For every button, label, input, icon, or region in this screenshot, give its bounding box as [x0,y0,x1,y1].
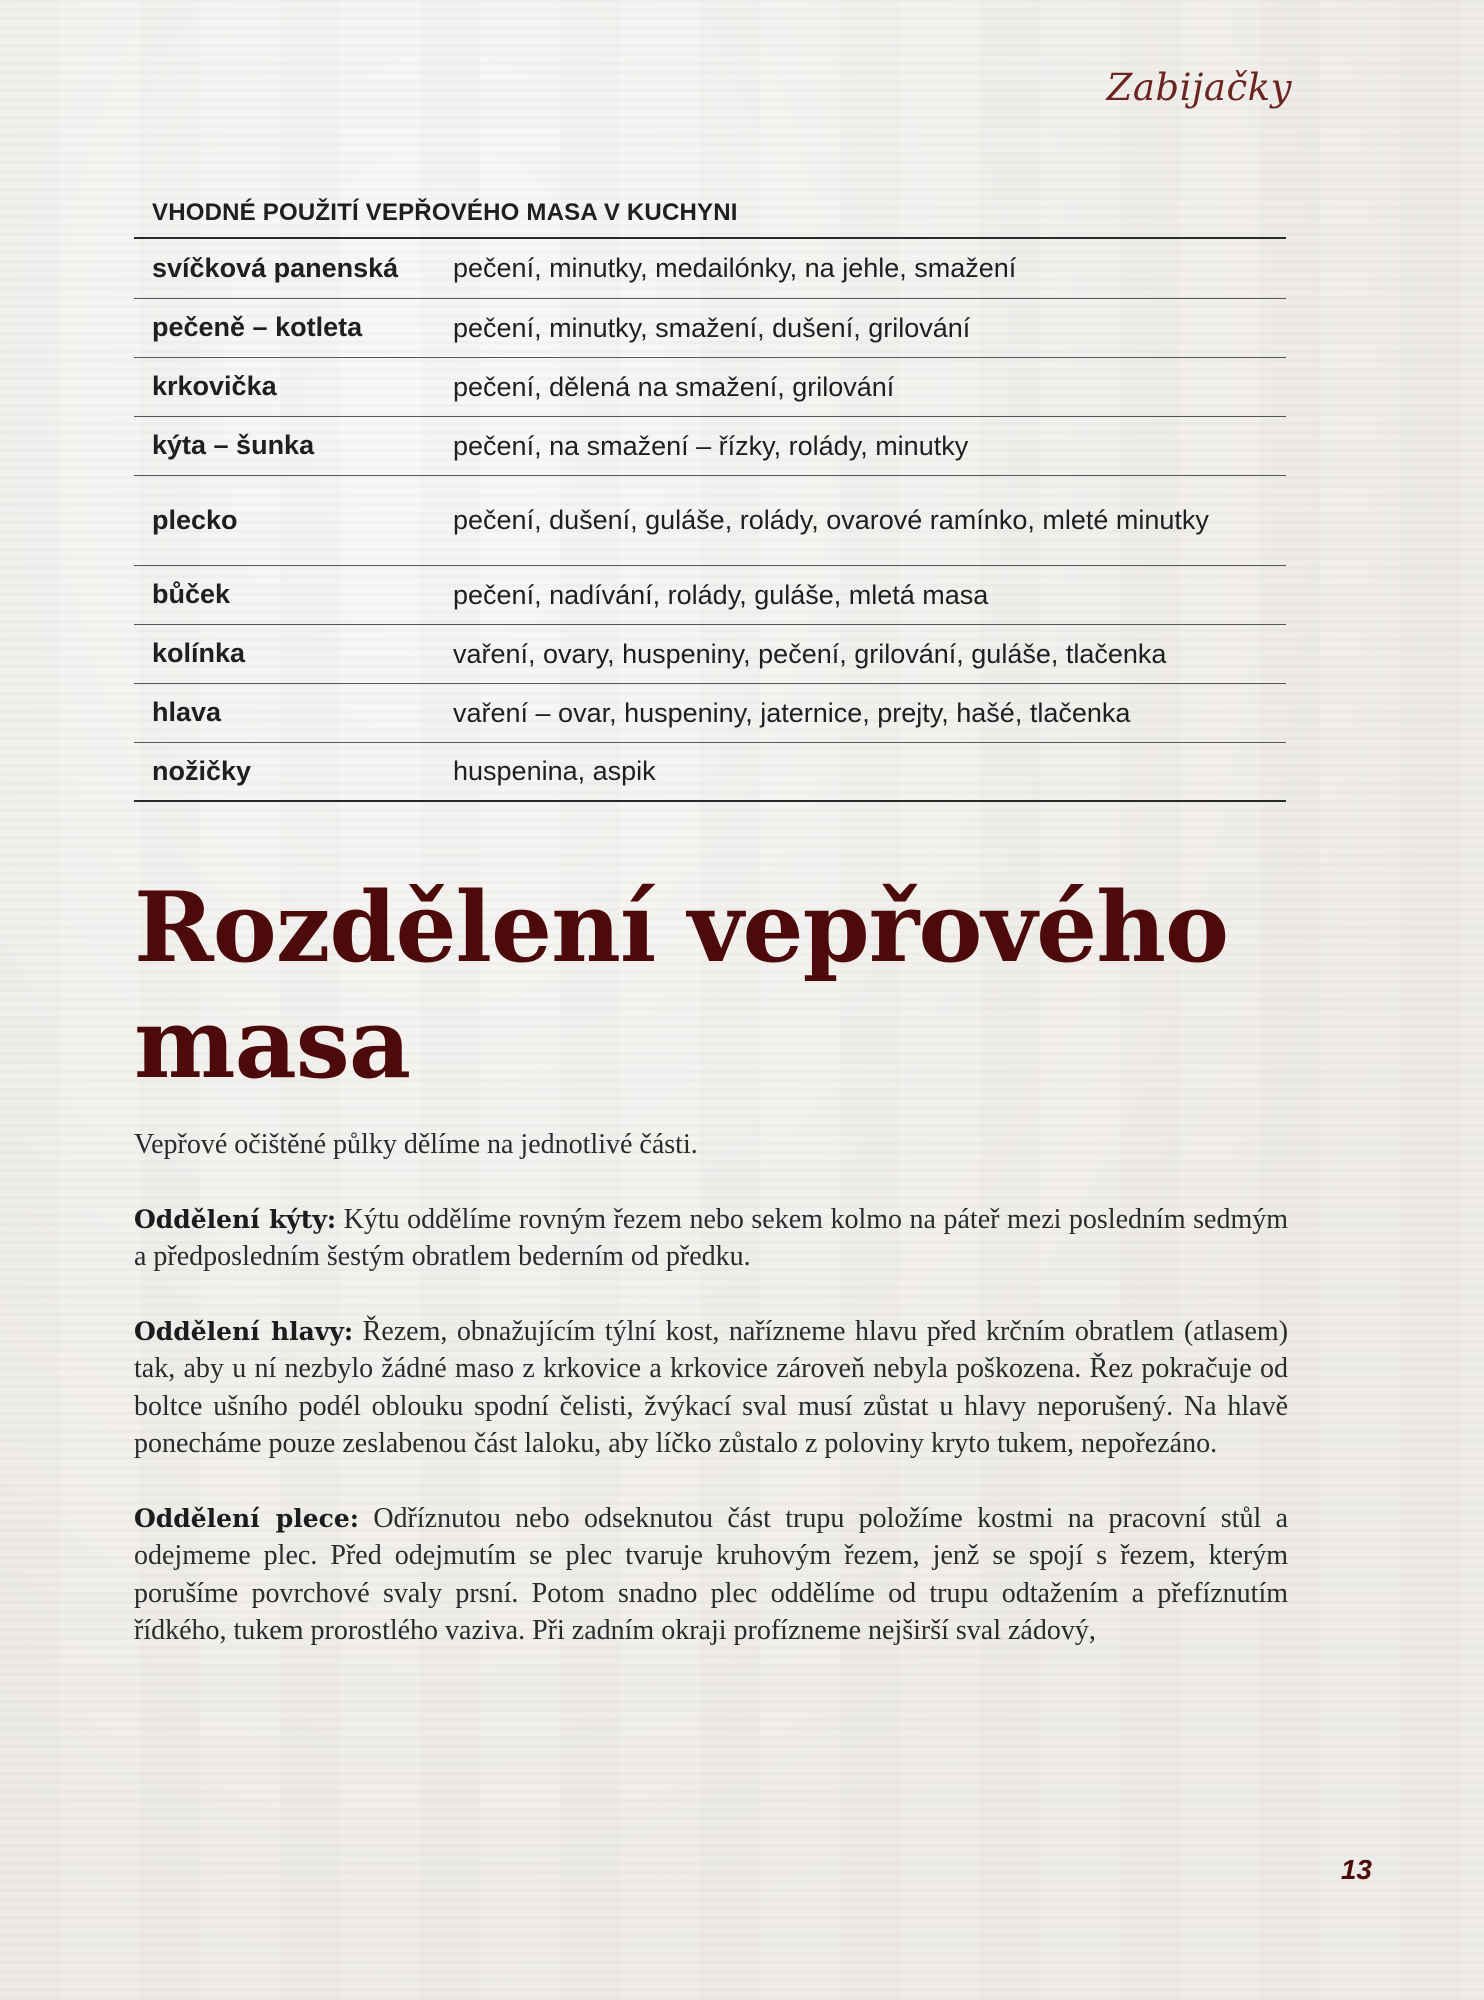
paragraph-lead: Oddělení plece: [134,1503,359,1533]
cut-usage: pečení, dělená na smažení, grilování [453,357,1286,416]
paragraph-text: Kýtu oddělíme rovným řezem nebo sekem kolmo na páteř mezi posledním sedmým a předposledním šestým obratlem bederním od předku. [134,1203,1289,1272]
cut-usage: pečení, dušení, guláše, rolády, ovarové ramínko, mleté minutky [453,475,1286,565]
table-title: VHODNÉ POUŽITÍ VEPŘOVÉHO MASA V KUCHYNI [134,190,1286,239]
cut-name: pečeně – kotleta [134,298,453,357]
paragraph-text: Odříznutou nebo odseknutou část trupu položíme kostmi na pracovní stůl a odejmeme plec. Před odejmutím se plec tvaruje kruhovým řezem, jenž se spojí s řezem, kterým porušíme povrchové svaly prsní. Potom snadno plec oddělíme od trupu odtažením a přefíznutím řídkého, tukem prorostlého vaziva. Při zadním okraji profízneme nejširší sval zádový, [134,1502,1288,1646]
table-row [134,624,1286,683]
cut-name: kolínka [134,624,453,683]
cut-usage: pečení, nadívání, rolády, guláše, mletá masa [453,565,1286,624]
table-row [134,298,1286,357]
table-row [134,683,1286,742]
cut-usage: pečení, minutky, medailónky, na jehle, smažení [453,239,1286,298]
cut-name: kýta – šunka [134,416,453,475]
cut-name: plecko [134,475,453,565]
section-title: Rozdělení vepřového masa [134,871,1229,1100]
cut-name: nožičky [134,742,453,801]
cut-usage: vaření, ovary, huspeniny, pečení, grilování, guláše, tlačenka [453,624,1286,683]
cut-usage: pečení, na smažení – řízky, rolády, minutky [453,416,1286,475]
cut-name: svíčková panenská [134,239,453,298]
meat-usage-table [134,190,1286,802]
running-head: Zabijačky [1106,66,1292,109]
paragraph-text: Řezem, obnažujícím týlní kost, nařízneme hlavu před krčním obratlem (atlasem) tak, aby u ní nezbylo žádné maso z krkovice a krkovice zároveň nebyla poškozena. Řez pokračuje od boltce ušního podél oblouku spodní čelisti, žvýkací sval musí zůstat u hlavy neporušený. Na hlavě ponecháme pouze zeslabenou část laloku, aby líčko zůstalo z poloviny kryto tukem, nepořezáno. [134,1315,1289,1459]
cut-usage: vaření – ovar, huspeniny, jaternice, prejty, hašé, tlačenka [453,683,1286,742]
cut-name: krkovička [134,357,453,416]
table-row [134,239,1286,298]
table-row [134,475,1286,565]
page-number: 13 [1340,1854,1372,1885]
paragraph-plece [134,1500,1288,1650]
paragraph-lead: Oddělení kýty: [134,1204,337,1234]
meat-table [134,239,1286,802]
paragraph-kyta [134,1201,1288,1276]
cut-name: bůček [134,565,453,624]
cut-usage: huspenina, aspik [453,742,1286,801]
cut-name: hlava [134,683,453,742]
table-row [134,742,1286,801]
cut-usage: pečení, minutky, smažení, dušení, grilování [453,298,1286,357]
body-text [134,1126,1288,1687]
paragraph-hlava [134,1313,1288,1463]
table-row [134,357,1286,416]
table-row [134,416,1286,475]
intro-paragraph: Vepřové očištěné půlky dělíme na jednotlivé části. [134,1129,698,1160]
table-row [134,565,1286,624]
paragraph-lead: Oddělení hlavy: [134,1316,354,1346]
